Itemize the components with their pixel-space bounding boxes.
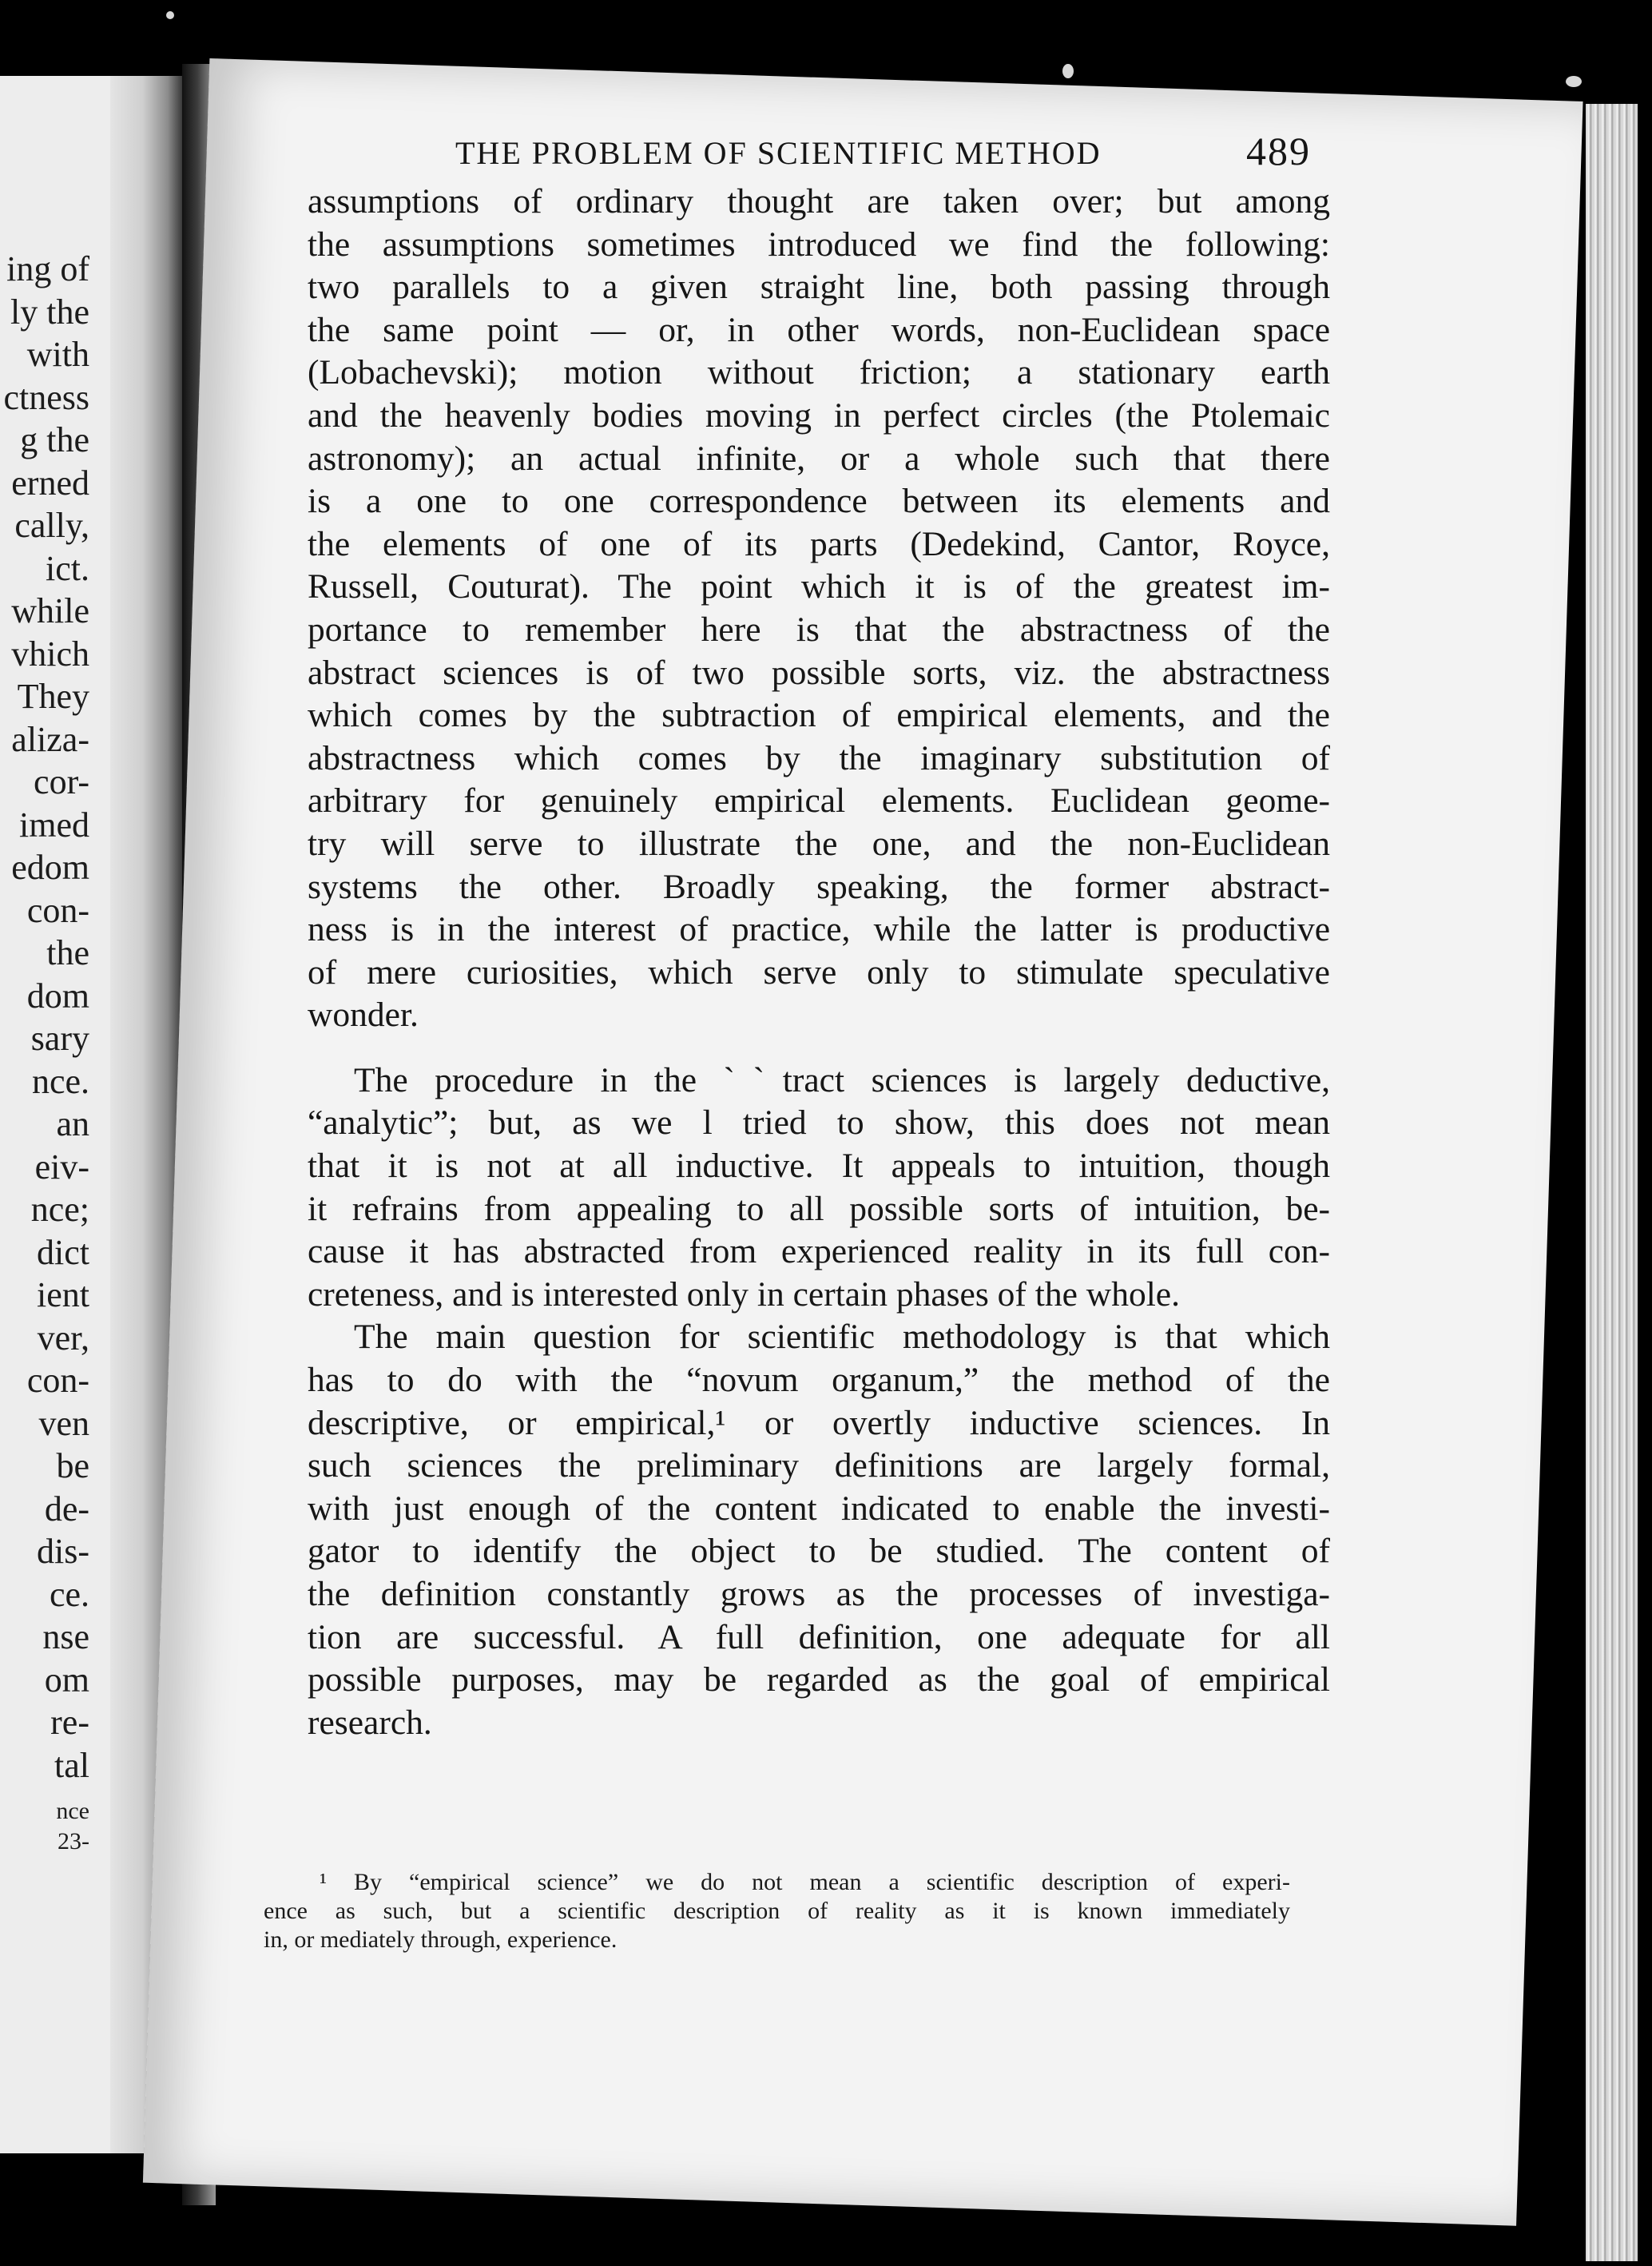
text-line: arbitrary for genuinely empirical elements. Euclidean geome-	[308, 781, 1330, 821]
left-page-fragment: sary	[30, 1019, 89, 1058]
left-page-fragment: de-	[44, 1489, 89, 1529]
text-line: try will serve to illustrate the one, and the non-Euclidean	[308, 824, 1330, 863]
scan-speck	[1566, 76, 1582, 87]
text-line: The main question for scientific methodology is that which	[354, 1318, 1330, 1357]
left-page-fragment: g the	[20, 420, 89, 459]
left-page-fragment: ly the	[10, 292, 89, 332]
text-line: possible purposes, may be regarded as the goal of empirical	[308, 1660, 1330, 1700]
footnote-line: in, or mediately through, experience.	[264, 1926, 618, 1953]
left-page-fragment: imed	[19, 805, 89, 845]
text-line: portance to remember here is that the abstractness of the	[308, 610, 1330, 649]
text-line: wonder.	[308, 996, 419, 1035]
left-page-fragment: nse	[42, 1617, 89, 1656]
page-edges	[1586, 104, 1638, 2261]
text-line: “analytic”; but, as we l tried to show, this does not mean	[308, 1103, 1330, 1143]
text-line: the elements of one of its parts (Dedekind, Cantor, Royce,	[308, 524, 1330, 563]
body-text	[308, 181, 1330, 1744]
left-page-fragment: ctness	[3, 377, 89, 417]
left-page-fragment: vhich	[11, 634, 89, 674]
text-line: two parallels to a given straight line, both passing through	[308, 268, 1330, 307]
paragraph-gap	[308, 1037, 1330, 1059]
left-page-fragment: re-	[50, 1703, 89, 1742]
text-line: it refrains from appealing to all possible sorts of intuition, be-	[308, 1189, 1330, 1228]
paragraph-3	[308, 1316, 1330, 1744]
left-page-fragment: with	[26, 335, 89, 374]
left-page-fragment: dis-	[37, 1532, 89, 1571]
page-number: 489	[1246, 129, 1311, 173]
text-line: of mere curiosities, which serve only to stimulate speculative	[308, 952, 1330, 992]
left-page-fragment: om	[44, 1660, 89, 1700]
left-page-fragment: dom	[26, 976, 89, 1016]
left-page-fragment: ce.	[49, 1574, 89, 1614]
text-line: astronomy); an actual infinite, or a whole such that there	[308, 439, 1330, 478]
text-line: that it is not at all inductive. It appeals to intuition, though	[308, 1147, 1330, 1186]
left-page-fragment: con-	[26, 1361, 89, 1400]
left-page-fragment: ven	[38, 1403, 89, 1443]
left-page-fragment: nce;	[30, 1190, 89, 1229]
footnote-line: ence as such, but a scientific description of reality as it is known immediately	[264, 1898, 1290, 1924]
scan-speck	[166, 11, 174, 19]
left-page-fragment: ing of	[6, 249, 89, 288]
paragraph-1	[308, 181, 1330, 1037]
text-line: has to do with the “novum organum,” the method of the	[308, 1361, 1330, 1400]
left-page-fragment: ict.	[46, 548, 89, 588]
left-page-fragment: the	[46, 933, 89, 972]
footnote-line: ¹ By “empirical science” we do not mean a scientific description of experi-	[320, 1869, 1290, 1895]
left-page-fragment: edom	[11, 848, 89, 887]
left-page-fragment: ient	[37, 1275, 89, 1314]
left-page-fragment: nce	[56, 1798, 89, 1824]
text-line: the assumptions sometimes introduced we find the following:	[308, 225, 1330, 264]
text-line: Russell, Couturat). The point which it is of the greatest im-	[308, 567, 1330, 606]
left-page-fragment: ver,	[37, 1318, 89, 1358]
text-line: tion are successful. A full definition, one adequate for all	[308, 1617, 1330, 1656]
footnote	[264, 1868, 1290, 1954]
text-line: assumptions of ordinary thought are taken over; but among	[308, 182, 1330, 221]
text-line: abstractness which comes by the imaginary substitution of	[308, 738, 1330, 777]
text-line: cause it has abstracted from experienced reality in its full con-	[308, 1232, 1330, 1271]
text-line: ness is in the interest of practice, while the latter is productive	[308, 910, 1330, 949]
text-line: systems the other. Broadly speaking, the former abstract-	[308, 867, 1330, 906]
text-line: the same point — or, in other words, non-Euclidean space	[308, 310, 1330, 349]
left-page-fragment: eiv-	[34, 1147, 89, 1187]
paragraph-2	[308, 1059, 1330, 1317]
text-line: The procedure in the ˋˋtract sciences is largely deductive,	[354, 1060, 1330, 1099]
text-line: is a one to one correspondence between its elements and	[308, 482, 1330, 521]
left-page-fragment: aliza-	[11, 719, 89, 759]
left-page-fragment: 23-	[58, 1828, 89, 1855]
text-line: descriptive, or empirical,¹ or overtly inductive sciences. In	[308, 1403, 1330, 1442]
left-page-fragment: cor-	[34, 762, 89, 801]
text-line: which comes by the subtraction of empirical elements, and the	[308, 696, 1330, 735]
text-line: such sciences the preliminary definitions are largely formal,	[308, 1446, 1330, 1485]
left-page-fragment: while	[11, 591, 89, 630]
left-page-fragment: erned	[11, 463, 89, 503]
text-line: abstract sciences is of two possible sorts, viz. the abstractness	[308, 653, 1330, 692]
left-page-fragment: be	[56, 1446, 89, 1485]
left-page-fragment: nce.	[31, 1061, 89, 1101]
scan-speck	[1062, 64, 1074, 78]
text-line: and the heavenly bodies moving in perfect circles (the Ptolemaic	[308, 396, 1330, 435]
left-page-fragment: They	[17, 677, 89, 716]
left-page-fragment: tal	[54, 1745, 89, 1785]
text-line: research.	[308, 1703, 432, 1742]
running-head: THE PROBLEM OF SCIENTIFIC METHOD	[455, 135, 1102, 171]
left-page-fragment: cally,	[14, 506, 89, 545]
left-page-fragment: an	[56, 1104, 89, 1143]
text-line: with just enough of the content indicated to enable the investi-	[308, 1489, 1330, 1528]
text-line: the definition constantly grows as the processes of investiga-	[308, 1575, 1330, 1613]
left-page-fragment: con-	[26, 890, 89, 930]
text-line: creteness, and is interested only in certain phases of the whole.	[308, 1274, 1180, 1314]
left-page-fragment: dict	[37, 1232, 89, 1272]
text-line: (Lobachevski); motion without friction; a stationary earth	[308, 353, 1330, 392]
text-line: gator to identify the object to be studied. The content of	[308, 1532, 1330, 1571]
